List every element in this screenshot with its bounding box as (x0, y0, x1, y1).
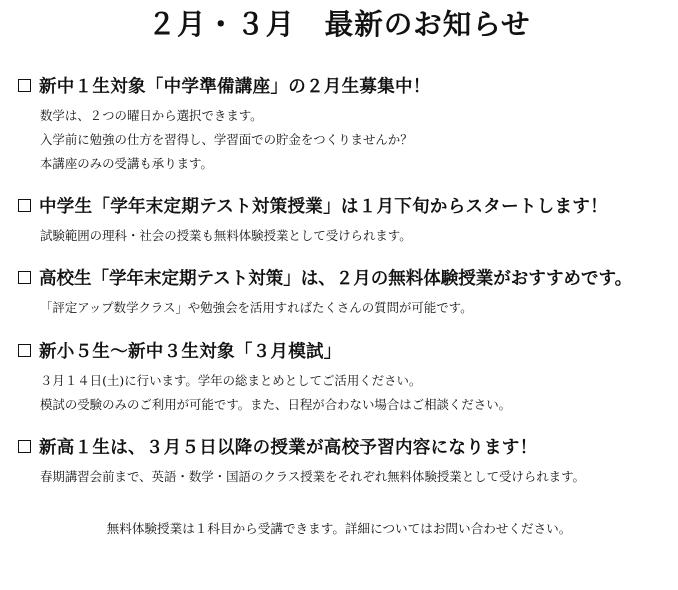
checkbox-icon (18, 199, 31, 212)
section-body (40, 465, 676, 489)
page-title: ２月・３月 最新のお知らせ (147, 7, 531, 41)
checkbox-icon (18, 344, 31, 357)
section-heading (16, 264, 676, 290)
section-heading-text: 新高１生は、３月５日以降の授業が高校予習内容になります！ (39, 437, 538, 458)
section-heading (16, 337, 676, 363)
section-body (40, 104, 676, 176)
section-body-line: 春期講習会前まで、英語・数学・国語のクラス授業をそれぞれ無料体験授業として受けられます。 (40, 469, 585, 484)
section-body (40, 224, 676, 248)
section-body-line: 試験範囲の理科・社会の授業も無料体験授業として受けられます。 (40, 228, 412, 243)
section-body-line: 模試の受験のみのご利用が可能です。また、日程が合わない場合はご相談ください。 (40, 397, 512, 412)
footer-note: 無料体験授業は１科目から受講できます。詳細についてはお問い合わせください。 (106, 521, 572, 536)
checkbox-icon (18, 440, 31, 453)
section-heading-text: 高校生「学年末定期テスト対策」は、２月の無料体験授業がおすすめです。 (39, 268, 633, 289)
section-body-line: 入学前に勉強の仕方を習得し、学習面での貯金をつくりませんか？ (40, 132, 413, 147)
checkbox-icon (18, 79, 31, 92)
notice-section-3 (16, 264, 676, 320)
section-heading (16, 192, 676, 218)
section-body-line: ３月１４日(土)に行います。学年の総まとめとしてご活用ください。 (40, 373, 422, 388)
notice-section-2 (16, 192, 676, 248)
notice-section-4 (16, 337, 676, 417)
section-body-line: 数学は、２つの曜日から選択できます。 (40, 108, 263, 123)
section-heading (16, 433, 676, 459)
section-body (40, 296, 676, 320)
section-heading-text: 新中１生対象「中学準備講座」の２月生募集中！ (39, 76, 431, 97)
section-body (40, 369, 676, 417)
section-body-line: 本講座のみの受講も承ります。 (40, 156, 213, 171)
notice-section-5 (16, 433, 676, 489)
section-heading-text: 中学生「学年末定期テスト対策授業」は１月下旬からスタートします！ (39, 196, 608, 217)
section-heading (16, 72, 676, 98)
section-heading-text: 新小５生〜新中３生対象「３月模試」 (39, 341, 342, 362)
notice-section-1 (16, 72, 676, 176)
section-body-line: 「評定アップ数学クラス」や勉強会を活用すればたくさんの質問が可能です。 (40, 300, 473, 315)
checkbox-icon (18, 271, 31, 284)
